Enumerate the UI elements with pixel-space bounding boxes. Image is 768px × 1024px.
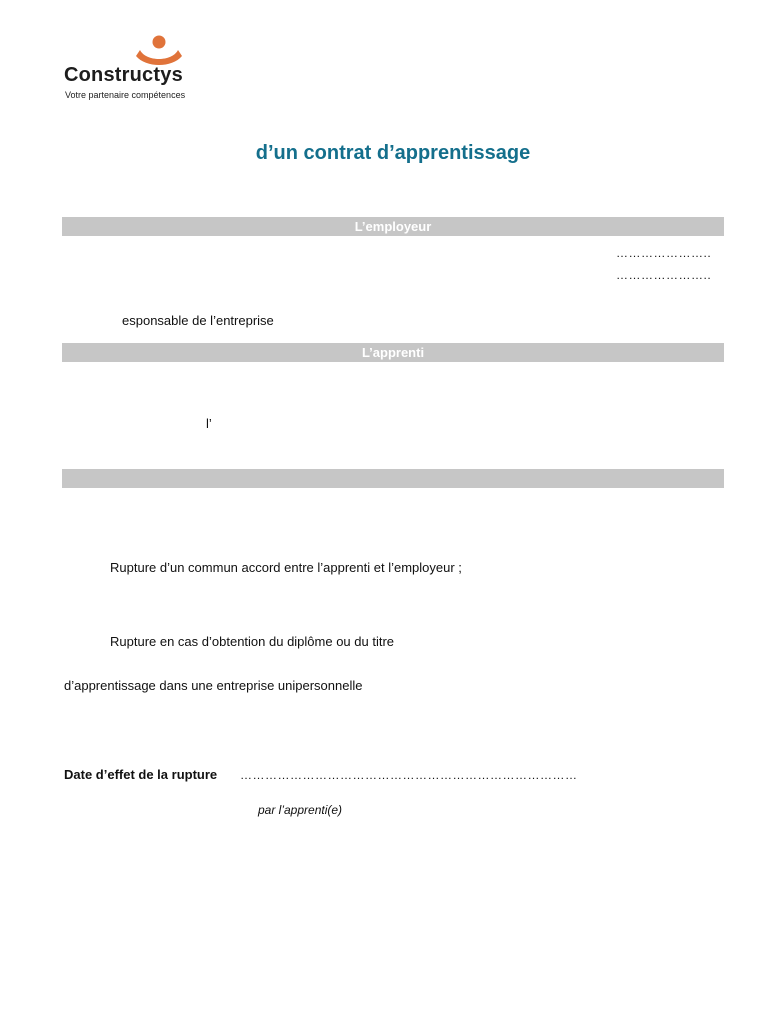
checkbox-8[interactable] — [64, 651, 71, 660]
option-common-agreement-label: Rupture d’un commun accord entre l’apprenti et l’employeur ; — [110, 560, 462, 575]
checkbox-common-agreement[interactable] — [64, 562, 71, 571]
employer-field-dots-1[interactable]: ………………….. — [616, 246, 712, 260]
checkbox-1[interactable] — [64, 547, 71, 556]
par-apprenti-label: par l’apprenti(e) — [258, 803, 343, 817]
checkbox-6[interactable] — [64, 621, 71, 630]
signature-checkbox-2[interactable] — [603, 806, 610, 815]
checkbox-11[interactable] — [64, 710, 71, 719]
responsable-entreprise-label: esponsable de l’entreprise — [122, 313, 274, 328]
checkbox-9[interactable] — [64, 666, 71, 675]
date-effet-label: Date d’effet de la rupture — [64, 767, 218, 782]
checkbox-diploma[interactable] — [64, 636, 71, 645]
logo-tagline: Votre partenaire compétences — [65, 90, 186, 100]
logo-figure-icon — [136, 34, 196, 66]
constructys-logo — [64, 34, 204, 104]
checkbox-3[interactable] — [64, 577, 71, 586]
apprentice-section-header: L’apprenti — [62, 343, 724, 362]
option-sole-proprietor-label: d’apprentissage dans une entreprise unipersonnelle — [64, 678, 363, 693]
logo-name: Constructys — [64, 64, 183, 86]
checkbox-5[interactable] — [64, 607, 71, 616]
rupture-section-header — [62, 469, 724, 488]
checkbox-4[interactable] — [64, 592, 71, 601]
checkbox-10[interactable] — [64, 695, 71, 704]
date-effet-field[interactable]: ……………………………………………………………………… — [240, 768, 578, 782]
employer-section-header: L’employeur — [62, 217, 724, 236]
employer-field-dots-2[interactable]: ………………….. — [616, 268, 712, 282]
option-diploma-label: Rupture en cas d’obtention du diplôme ou du titre — [110, 634, 395, 649]
document-title: d’un contrat d’apprentissage — [255, 142, 531, 164]
signature-checkbox-1[interactable] — [506, 806, 513, 815]
apprentice-text-fragment: l’ — [206, 416, 212, 431]
